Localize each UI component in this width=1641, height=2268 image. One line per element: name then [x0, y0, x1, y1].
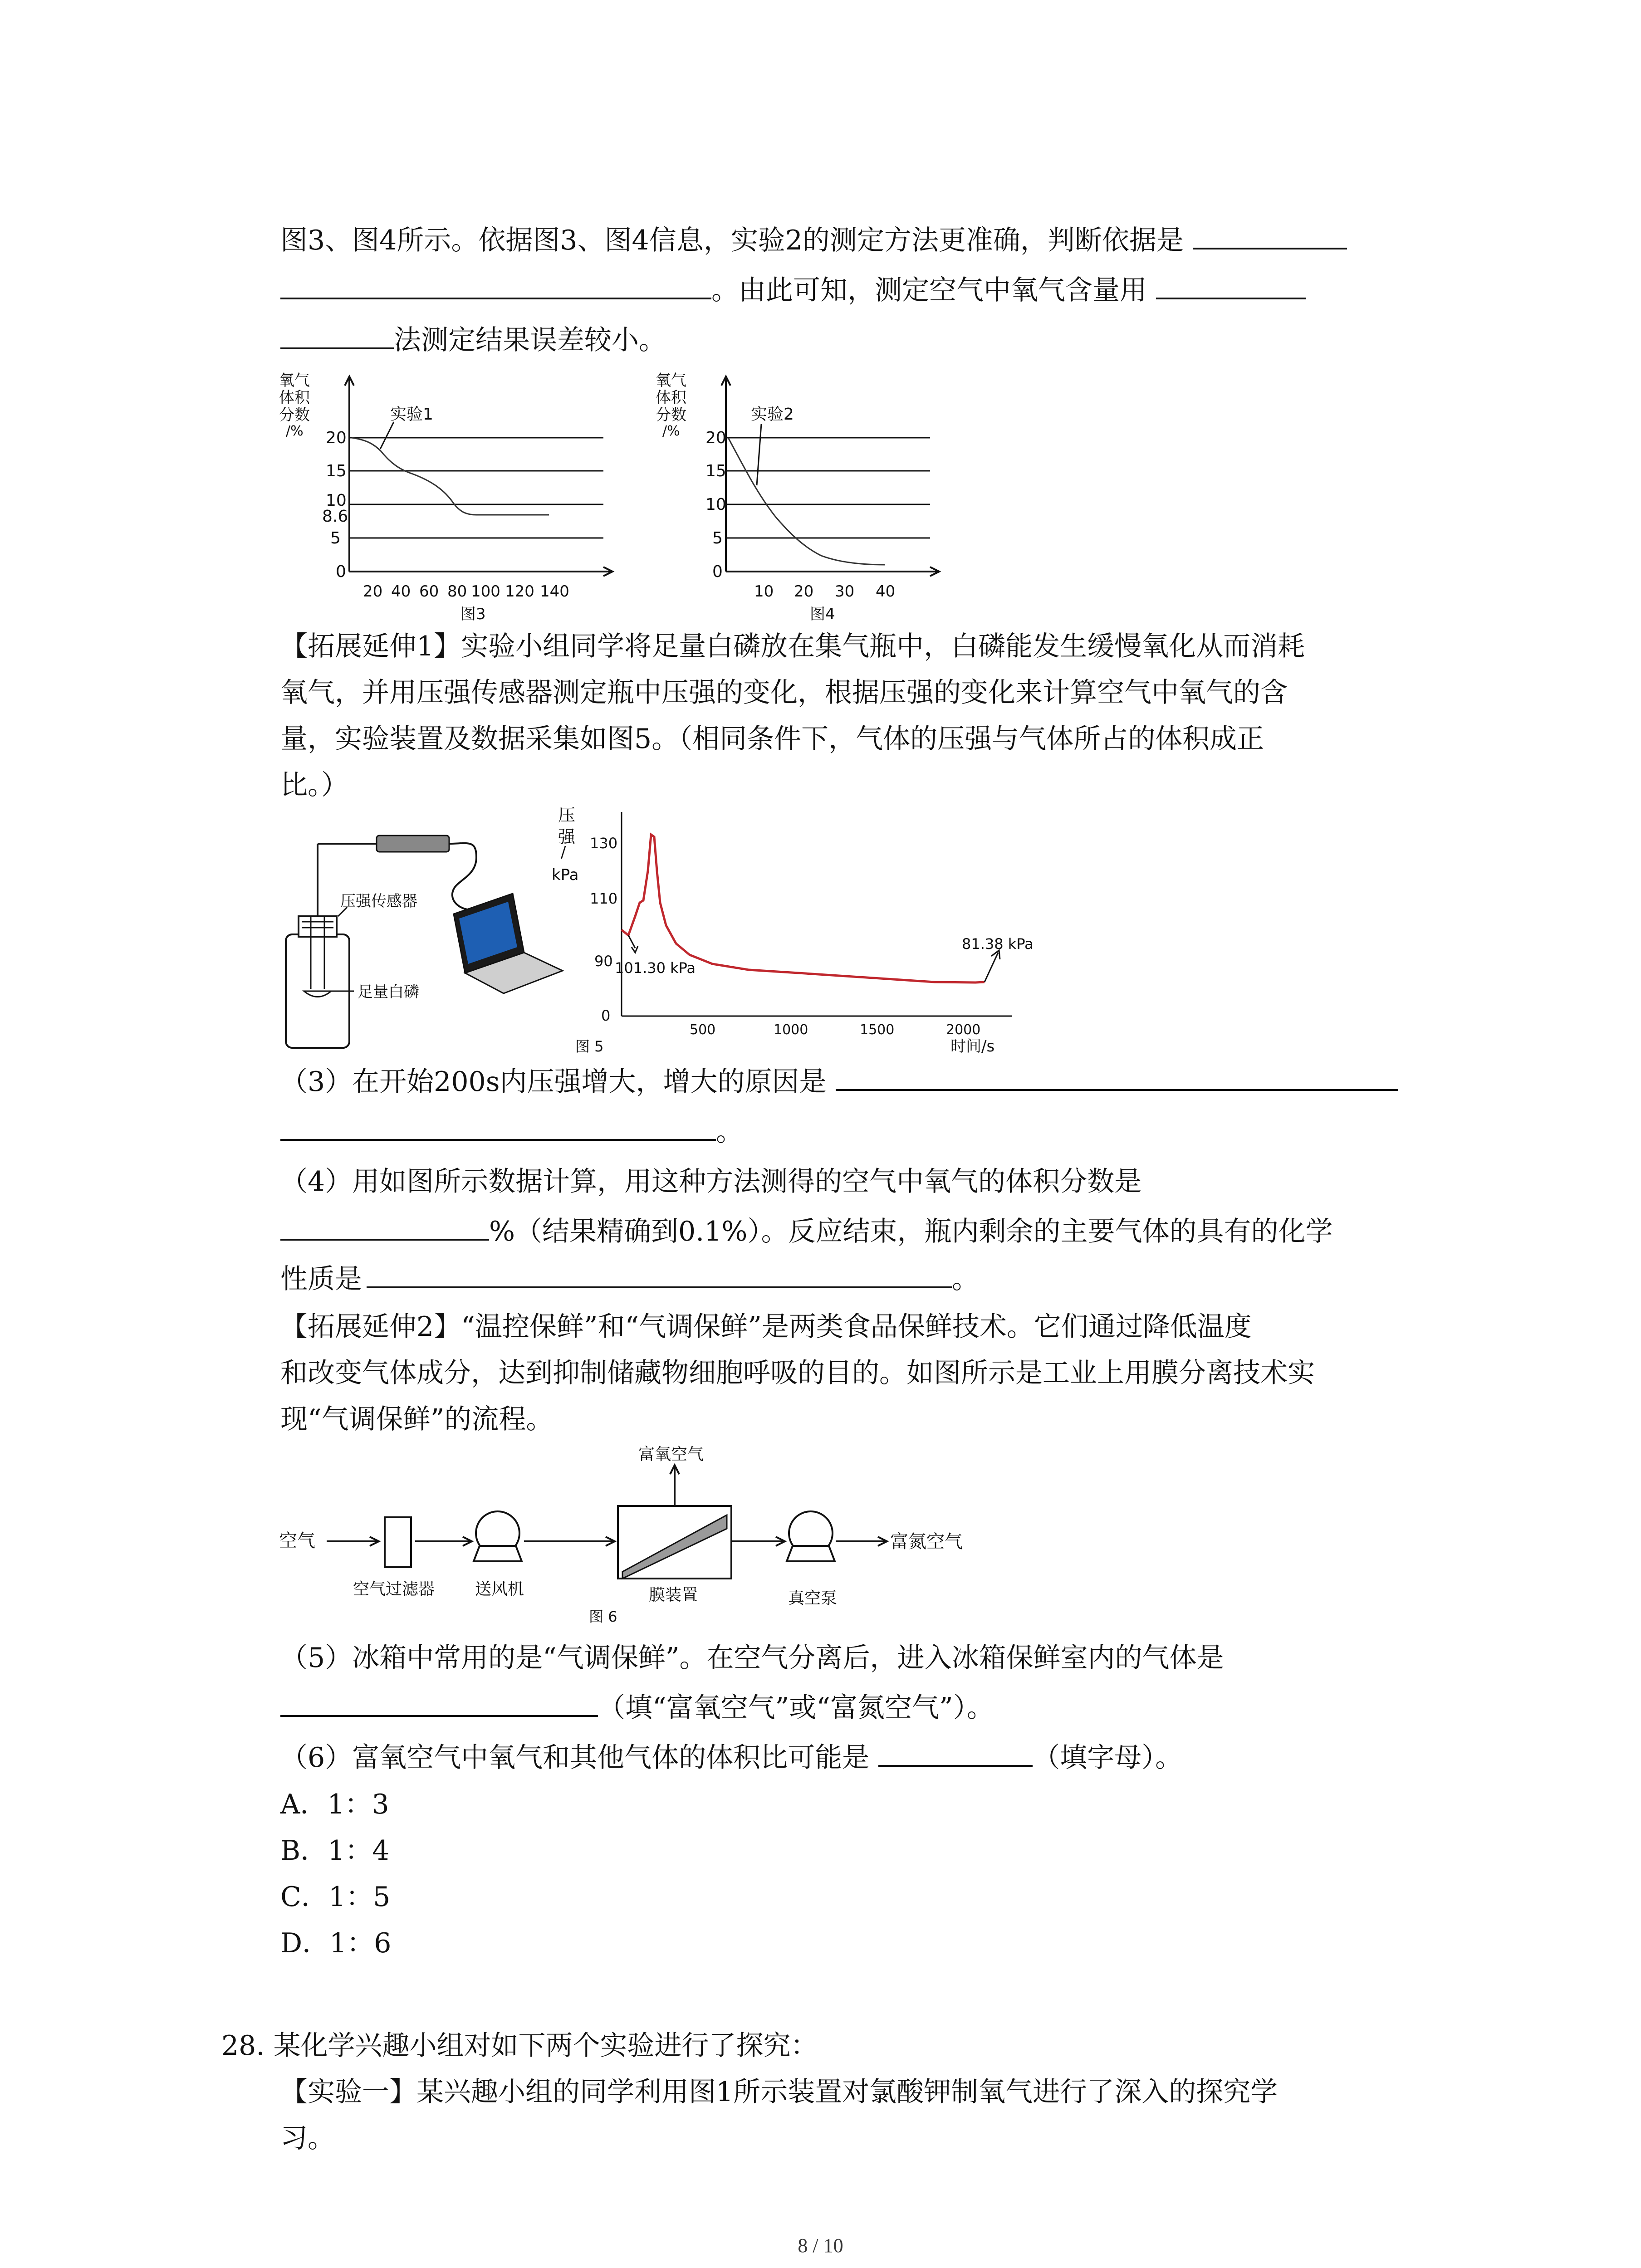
text-line: 【实验一】某兴趣小组的同学利用图1所示装置对氯酸钾制氧气进行了深入的探究学: [280, 2076, 1278, 2108]
answer-blank[interactable]: [280, 1234, 489, 1241]
figure-6-flowchart: [277, 1442, 1048, 1633]
text-line: （4）用如图所示数据计算，用这种方法测得的空气中氧气的体积分数是: [280, 1166, 1142, 1198]
text-line: 法测定结果误差较小。: [280, 318, 666, 363]
svg-text:500: 500: [690, 1022, 716, 1038]
svg-text:kPa: kPa: [552, 866, 579, 884]
text-line: （5）冰箱中常用的是“气调保鲜”。在空气分离后，进入冰箱保鲜室内的气体是: [280, 1642, 1224, 1674]
svg-text:时间/s: 时间/s: [950, 1037, 995, 1056]
text-line: %（结果精确到0.1%）。反应结束，瓶内剩余的主要气体的具有的化学: [280, 1209, 1332, 1254]
svg-text:/%: /%: [662, 423, 680, 439]
svg-text:富氧空气: 富氧空气: [638, 1445, 704, 1464]
svg-text:20: 20: [705, 429, 726, 447]
svg-text:0: 0: [712, 562, 723, 581]
text-line: 【拓展延伸1】实验小组同学将足量白磷放在集气瓶中，白磷能发生缓慢氧化从而消耗: [280, 631, 1305, 662]
text-line: 性质是 。: [280, 1263, 979, 1295]
svg-text:40: 40: [391, 582, 411, 601]
svg-text:图 5: 图 5: [575, 1038, 604, 1055]
svg-text:体积: 体积: [279, 389, 310, 407]
svg-text:1500: 1500: [860, 1022, 895, 1038]
svg-text:10: 10: [754, 582, 774, 601]
svg-text:分数: 分数: [656, 406, 686, 424]
answer-blank[interactable]: [280, 1134, 716, 1141]
svg-text:体积: 体积: [656, 389, 686, 407]
figure-3-chart: [277, 372, 622, 626]
svg-text:10: 10: [326, 491, 347, 510]
svg-text:140: 140: [540, 582, 569, 601]
text-line: 图3、图4所示。依据图3、图4信息，实验2的测定方法更准确，判断依据是: [280, 218, 1347, 263]
svg-text:压: 压: [558, 805, 576, 825]
svg-text:强: 强: [558, 827, 576, 847]
answer-blank[interactable]: [878, 1760, 1033, 1767]
page-number: 8 / 10: [798, 2234, 843, 2257]
text-line: 现“气调保鲜”的流程。: [280, 1403, 554, 1435]
svg-text:0: 0: [601, 1007, 611, 1024]
svg-text:空气过滤器: 空气过滤器: [353, 1580, 435, 1598]
svg-text:实验2: 实验2: [751, 405, 794, 424]
svg-text:110: 110: [590, 890, 618, 907]
svg-text:90: 90: [594, 953, 613, 970]
text-line: 氧气，并用压强传感器测定瓶中压强的变化，根据压强的变化来计算空气中氧气的含: [280, 677, 1288, 709]
figure-5-apparatus-and-chart: [277, 803, 1075, 1057]
svg-text:富氮空气: 富氮空气: [890, 1531, 963, 1552]
option-d[interactable]: D．1：6: [280, 1927, 392, 1959]
figure-4-chart: [653, 372, 944, 626]
answer-blank[interactable]: [367, 1282, 952, 1288]
text-line: 比。）: [280, 769, 348, 801]
option-c[interactable]: C．1：5: [280, 1881, 391, 1913]
svg-text:膜装置: 膜装置: [649, 1586, 698, 1604]
question-28: 28. 某化学兴趣小组对如下两个实验进行了探究：: [221, 2030, 818, 2062]
svg-text:氧气: 氧气: [656, 371, 686, 390]
svg-text:100: 100: [471, 582, 500, 601]
svg-text:15: 15: [326, 462, 347, 480]
svg-text:足量白磷: 足量白磷: [358, 983, 419, 1001]
svg-text:60: 60: [419, 582, 439, 601]
text-line: 。由此可知，测定空气中氧气含量用: [280, 268, 1306, 313]
svg-text:图4: 图4: [810, 605, 835, 623]
svg-text:图 6: 图 6: [589, 1608, 617, 1625]
svg-text:氧气: 氧气: [279, 371, 310, 390]
svg-text:0: 0: [336, 562, 346, 581]
text-line: 。: [280, 1109, 743, 1154]
answer-blank[interactable]: [1156, 293, 1306, 299]
svg-text:送风机: 送风机: [475, 1580, 524, 1598]
svg-text:80: 80: [447, 582, 467, 601]
text-line: 习。: [280, 2122, 335, 2154]
answer-blank[interactable]: [836, 1085, 1398, 1091]
svg-text:图3: 图3: [460, 605, 486, 623]
svg-text:20: 20: [794, 582, 814, 601]
text-line: （填“富氧空气”或“富氮空气”）。: [280, 1685, 994, 1730]
svg-text:8.6: 8.6: [322, 507, 348, 526]
svg-text:分数: 分数: [279, 406, 310, 424]
svg-text:10: 10: [705, 495, 726, 514]
text-line: 和改变气体成分，达到抑制储藏物细胞呼吸的目的。如图所示是工业上用膜分离技术实: [280, 1357, 1315, 1389]
svg-text:压强传感器: 压强传感器: [340, 892, 417, 910]
text-line: 量，实验装置及数据采集如图5。（相同条件下，气体的压强与气体所占的体积成正: [280, 723, 1264, 755]
svg-text:实验1: 实验1: [390, 405, 433, 424]
svg-text:真空泵: 真空泵: [788, 1589, 838, 1608]
svg-text:120: 120: [505, 582, 534, 601]
svg-text:5: 5: [330, 529, 341, 547]
svg-text:2000: 2000: [946, 1022, 981, 1038]
svg-text:15: 15: [705, 462, 726, 480]
text-line: （3）在开始200s内压强增大，增大的原因是: [280, 1059, 1398, 1105]
answer-blank[interactable]: [280, 343, 394, 349]
svg-text:/: /: [561, 843, 566, 861]
svg-text:20: 20: [326, 429, 347, 447]
svg-text:/%: /%: [286, 423, 304, 439]
svg-text:81.38 kPa: 81.38 kPa: [962, 935, 1034, 953]
option-b[interactable]: B．1：4: [280, 1835, 390, 1867]
answer-blank[interactable]: [1193, 243, 1347, 249]
option-a[interactable]: A．1：3: [280, 1789, 389, 1820]
answer-blank[interactable]: [280, 1711, 598, 1717]
svg-text:20: 20: [363, 582, 383, 601]
svg-text:5: 5: [712, 529, 723, 547]
text-line: 【拓展延伸2】“温控保鲜”和“气调保鲜”是两类食品保鲜技术。它们通过降低温度: [280, 1311, 1252, 1343]
text-line: （6）富氧空气中氧气和其他气体的体积比可能是 （填字母）。: [280, 1742, 1183, 1774]
svg-text:30: 30: [835, 582, 855, 601]
svg-text:101.30 kPa: 101.30 kPa: [615, 959, 696, 977]
svg-text:40: 40: [876, 582, 896, 601]
svg-text:1000: 1000: [774, 1022, 808, 1038]
svg-text:空气: 空气: [279, 1530, 315, 1551]
answer-blank[interactable]: [280, 293, 711, 299]
svg-text:130: 130: [590, 835, 618, 852]
